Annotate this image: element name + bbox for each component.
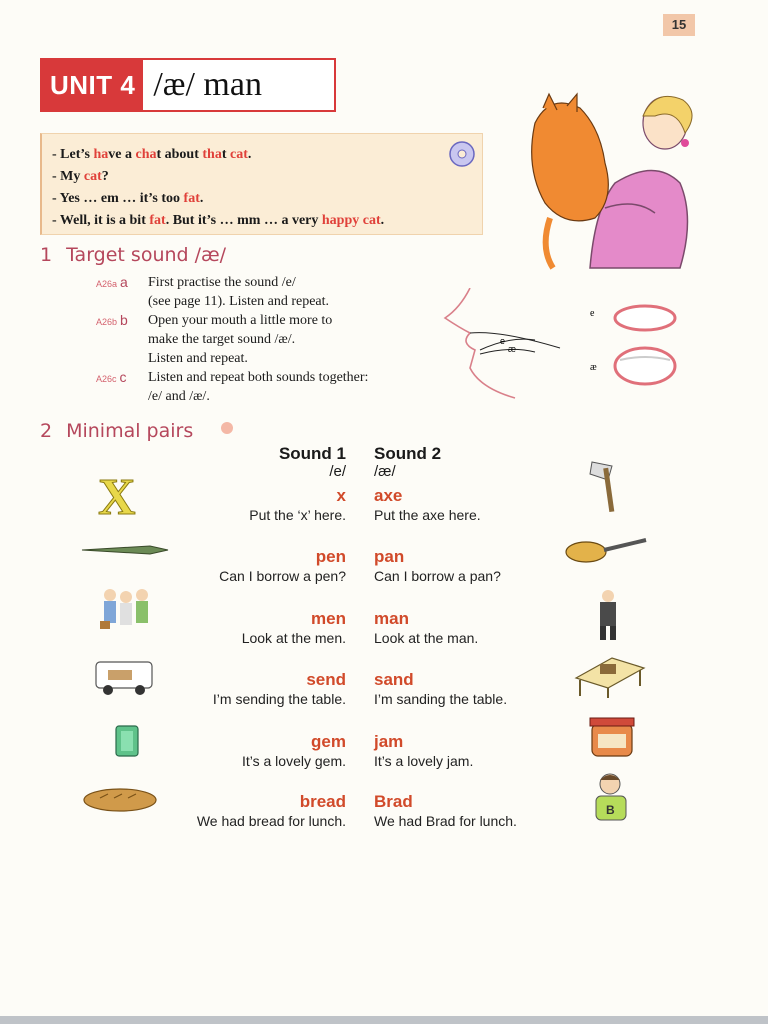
svg-text:X: X <box>98 470 136 520</box>
page-bottom-edge <box>0 1016 768 1024</box>
unit-title: /æ/ man <box>153 66 262 103</box>
diagram-label-ae: æ <box>508 344 517 354</box>
sound1-phonetic: /e/ <box>329 463 346 480</box>
exercise-item <box>96 311 456 368</box>
sound1-sentence: We had bread for lunch. <box>196 813 346 829</box>
sound1-sentence: Look at the men. <box>241 630 346 646</box>
man-illustration <box>594 588 624 642</box>
sound1-word: gem <box>311 732 346 751</box>
sound2-heading: Sound 2 <box>374 444 442 463</box>
exercise-instruction: Open your mouth a little more to <box>148 313 333 328</box>
dialog-text: . <box>380 213 385 228</box>
lips-label-ae: æ <box>590 362 597 373</box>
sound2-word: axe <box>374 486 403 505</box>
audio-track-label[interactable]: A26c <box>96 374 117 384</box>
frying-pan-illustration <box>564 536 648 566</box>
woman-holding-cat-illustration <box>505 88 705 273</box>
sound1-word: send <box>306 670 346 689</box>
dialog-text: . <box>247 147 252 162</box>
dialog-text: - Yes … em … it’s too <box>52 191 184 206</box>
section1-title: Target sound /æ/ <box>66 244 227 266</box>
exercise-instruction: /e/ and /æ/. <box>148 389 210 404</box>
sound1-heading: Sound 1 <box>278 444 346 463</box>
sound2-word: man <box>374 609 409 628</box>
highlighted-sound: tha <box>202 147 222 162</box>
sound1-word: bread <box>299 792 346 811</box>
dialog-line <box>52 144 482 166</box>
highlighted-sound: cha <box>135 147 157 162</box>
dialog-line <box>52 166 482 188</box>
exercise-instruction: Listen and repeat. <box>148 351 248 366</box>
section1-heading <box>40 244 226 266</box>
exercise-instruction: First practise the sound /e/ <box>148 275 296 290</box>
section2-heading <box>40 420 193 442</box>
sound1-word: men <box>311 609 346 628</box>
sound2-sentence: It’s a lovely jam. <box>374 753 474 769</box>
audio-track-label[interactable]: A26a <box>96 279 118 289</box>
men-illustration <box>96 585 156 643</box>
highlighted-sound: cat <box>362 213 381 228</box>
sound2-word: Brad <box>374 792 413 811</box>
dialog-text: t <box>221 147 231 162</box>
dialog-line <box>52 210 482 232</box>
bread-illustration <box>82 786 158 814</box>
dialog-text: - Let’s <box>52 147 94 162</box>
exercise-letter: a <box>120 274 128 290</box>
unit-label: UNIT 4 <box>42 60 143 110</box>
dialog-text: ? <box>101 169 109 184</box>
dialog-text: - Well, it is a bit <box>52 213 150 228</box>
sound2-word: sand <box>374 670 414 689</box>
sound1-sentence: Can I borrow a pen? <box>219 568 346 584</box>
axe-illustration <box>588 458 628 516</box>
dialog-text: . But it’s … mm … a very <box>165 213 322 228</box>
section2-number: 2 <box>40 420 53 442</box>
unit-header <box>40 58 336 112</box>
highlighted-sound: fat <box>149 213 166 228</box>
dialog-text: t about <box>156 147 203 162</box>
sound2-sentence: Put the axe here. <box>374 507 481 523</box>
dialog-text: ve a <box>108 147 136 162</box>
dialog-box <box>40 133 483 235</box>
sound2-sentence: We had Brad for lunch. <box>374 813 517 829</box>
pen-illustration <box>80 540 172 560</box>
gem-illustration <box>112 716 142 760</box>
exercise-item <box>96 368 456 406</box>
delivery-van-illustration <box>94 658 156 698</box>
sound2-word: jam <box>374 732 404 751</box>
sound2-sentence: Look at the man. <box>374 630 479 646</box>
exercise-instruction: make the target sound /æ/. <box>148 332 296 347</box>
exercise-letter: c <box>119 369 127 385</box>
mouth-position-diagram <box>440 288 680 408</box>
sound2-word: pan <box>374 547 405 566</box>
page-number: 15 <box>663 14 695 36</box>
highlighted-sound: cat <box>230 147 248 162</box>
exercise-instruction: Listen and repeat both sounds together: <box>148 370 369 385</box>
sound1-sentence: I’m sending the table. <box>212 691 346 707</box>
exercise-instruction: (see page 11). Listen and repeat. <box>148 294 330 309</box>
sound2-phonetic: /æ/ <box>374 463 396 480</box>
jam-jar-illustration <box>586 714 638 760</box>
sound1-word: x <box>336 486 346 505</box>
lips-label-e: e <box>590 308 595 319</box>
audio-track-label[interactable]: A26b <box>96 317 118 327</box>
brad-boy-illustration <box>592 772 632 826</box>
exercise-letter: b <box>120 312 128 328</box>
letter-x-illustration <box>96 470 152 520</box>
section1-exercises <box>96 273 456 406</box>
ear-icon <box>219 420 235 436</box>
dialog-text: - My <box>52 169 84 184</box>
diagram-label-e: e <box>500 336 506 346</box>
section1-number: 1 <box>40 244 53 266</box>
highlighted-sound: cat <box>83 169 102 184</box>
dialog-lines <box>42 134 482 232</box>
audio-cd-icon[interactable] <box>448 140 476 168</box>
section2-title: Minimal pairs <box>66 420 194 442</box>
highlighted-sound: fat <box>183 191 200 206</box>
highlighted-sound: ha <box>93 147 109 162</box>
sound2-sentence: I’m sanding the table. <box>374 691 508 707</box>
sound1-word: pen <box>315 547 346 566</box>
sound1-sentence: It’s a lovely gem. <box>241 753 346 769</box>
sound2-sentence: Can I borrow a pan? <box>374 568 501 584</box>
sound1-sentence: Put the ‘x’ here. <box>249 507 346 523</box>
dialog-line <box>52 188 482 210</box>
exercise-item <box>96 273 456 311</box>
svg-text:B: B <box>606 803 615 817</box>
sanding-table-illustration <box>572 654 646 700</box>
highlighted-sound: happy <box>321 213 360 228</box>
dialog-text: . <box>199 191 204 206</box>
